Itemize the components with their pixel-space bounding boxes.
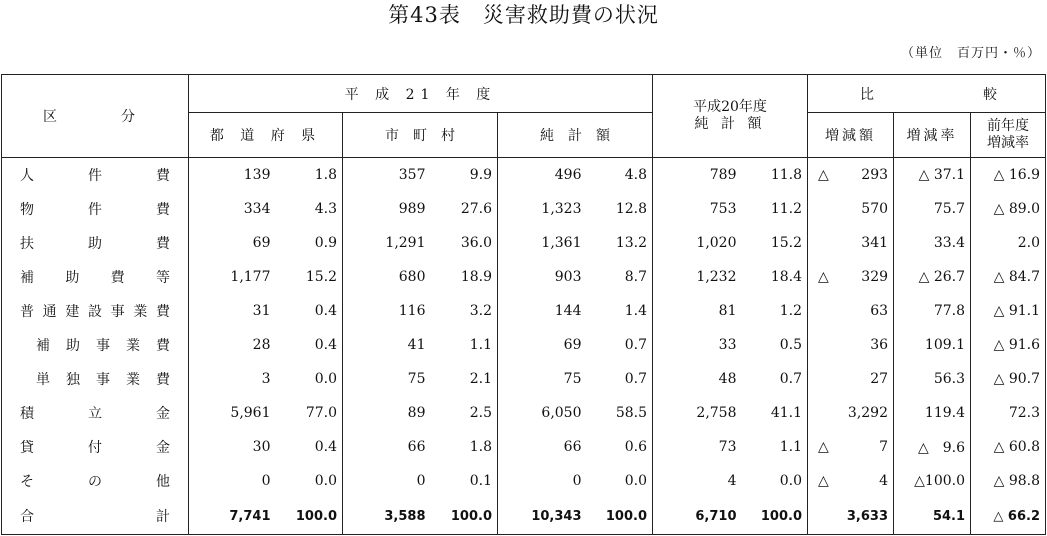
table-row: [2, 362, 1046, 396]
table-row: [2, 158, 1046, 193]
cell-municipality-amount: 989: [398, 201, 426, 217]
cell-municipality-amount: 66: [407, 439, 426, 455]
diff-value: 36: [870, 337, 889, 353]
diff-value: 4: [879, 473, 889, 489]
cell-prefecture-share: 100.0: [276, 498, 343, 535]
cell-net-amount: 144: [554, 303, 582, 319]
cell-prev-share: 1.2: [742, 294, 808, 328]
cell-prefecture-share: 4.3: [276, 192, 343, 226]
cell-net-amount: 903: [554, 269, 582, 285]
cell-prev-year-rate: 72.3: [971, 396, 1046, 430]
cell-diff-rate: 33.4: [894, 226, 971, 260]
cell-net-amount: 66: [563, 439, 582, 455]
cell-prev-year-rate: △ 98.8: [971, 464, 1046, 498]
header-net-total: 純 計 額: [498, 113, 653, 158]
diff-value: 329: [861, 269, 889, 285]
cell-diff-amount: [808, 328, 894, 362]
cell-prev-share: 11.8: [742, 158, 808, 193]
cell-municipality-share: 9.9: [431, 158, 498, 193]
row-label: 扶助費: [2, 226, 189, 260]
row-label: 補助事業費: [2, 328, 189, 362]
cell-municipality-amount: 357: [398, 167, 426, 183]
cell-net-share: 58.5: [587, 396, 653, 430]
cell-net-amount: 69: [563, 337, 582, 353]
cell-prev-share: 0.5: [742, 328, 808, 362]
cell-prev-amount: 81: [718, 303, 737, 319]
cell-prev-share: 1.1: [742, 430, 808, 464]
decrease-triangle-icon: △: [818, 439, 829, 455]
table-row: [2, 192, 1046, 226]
cell-municipality-share: 36.0: [431, 226, 498, 260]
decrease-triangle-icon: △: [818, 167, 829, 183]
cell-prev-amount: 33: [718, 337, 737, 353]
cell-municipality-amount: 116: [398, 303, 426, 319]
cell-prefecture-amount: 69: [252, 235, 271, 251]
cell-municipality-share: 1.8: [431, 430, 498, 464]
cell-diff-rate: △ 26.7: [894, 260, 971, 294]
cell-municipality-share: 2.1: [431, 362, 498, 396]
cell-net-share: 0.7: [587, 328, 653, 362]
cell-prefecture-share: 15.2: [276, 260, 343, 294]
table-title: 第43表 災害救助費の状況: [388, 3, 659, 27]
cell-prev-share: 18.4: [742, 260, 808, 294]
cell-net-share: 1.4: [587, 294, 653, 328]
cell-diff-rate: 56.3: [894, 362, 971, 396]
diff-value: 3,292: [847, 405, 889, 421]
cell-prefecture-share: 77.0: [276, 396, 343, 430]
cell-prefecture-share: 1.8: [276, 158, 343, 193]
diff-value: 7: [879, 439, 889, 455]
cell-diff-rate: △ 37.1: [894, 158, 971, 193]
cell-prev-amount: 1,020: [696, 235, 737, 251]
cell-net-amount: 1,361: [541, 235, 582, 251]
header-municipality: 市 町 村: [343, 113, 498, 158]
cell-diff-rate: 119.4: [894, 396, 971, 430]
cell-net-amount: 10,343: [498, 498, 587, 535]
cell-prev-year-rate: △ 16.9: [971, 158, 1046, 193]
table-row: [2, 260, 1046, 294]
cell-diff-amount: [808, 226, 894, 260]
header-prev-year-rate: 前年度 増減率: [971, 113, 1046, 158]
cell-diff-rate: 109.1: [894, 328, 971, 362]
cell-prev-amount: 1,232: [696, 269, 737, 285]
cell-net-amount: 496: [554, 167, 582, 183]
cell-municipality-share: 2.5: [431, 396, 498, 430]
cell-diff-amount: [808, 464, 894, 498]
cell-prefecture-amount: 0: [261, 473, 271, 489]
cell-diff-rate: 77.8: [894, 294, 971, 328]
row-label: 普通建設事業費: [2, 294, 189, 328]
row-label: 貸付金: [2, 430, 189, 464]
row-label: 合計: [2, 498, 189, 535]
row-label: 積立金: [2, 396, 189, 430]
cell-prefecture-amount: 28: [252, 337, 271, 353]
cell-diff-amount: [808, 192, 894, 226]
cell-diff-rate: △100.0: [894, 464, 971, 498]
cell-prefecture-amount: 1,177: [230, 269, 271, 285]
cell-prev-share: 0.0: [742, 464, 808, 498]
header-fy20-net: 平成20年度 純 計 額: [653, 75, 808, 158]
diff-value: 3,633: [846, 508, 889, 524]
row-label: 人件費: [2, 158, 189, 193]
cell-diff-amount: [808, 498, 894, 535]
cell-prev-year-rate: △ 60.8: [971, 430, 1046, 464]
cell-prev-amount: 753: [709, 201, 737, 217]
cell-net-share: 12.8: [587, 192, 653, 226]
table-row: [2, 226, 1046, 260]
decrease-triangle-icon: △: [818, 473, 829, 489]
cell-diff-amount: [808, 430, 894, 464]
cell-prev-amount: 789: [709, 167, 737, 183]
cell-prefecture-share: 0.4: [276, 430, 343, 464]
cell-net-share: 100.0: [587, 498, 653, 535]
cell-prev-year-rate: △ 91.1: [971, 294, 1046, 328]
diff-value: 63: [870, 303, 889, 319]
cell-municipality-amount: 89: [407, 405, 426, 421]
table-row: [2, 328, 1046, 362]
cell-prefecture-share: 0.0: [276, 464, 343, 498]
cell-prefecture-amount: 5,961: [230, 405, 271, 421]
header-diff-rate: 増減率: [894, 113, 971, 158]
header-kubun: 区 分: [2, 75, 189, 158]
cell-prev-amount: 48: [718, 371, 737, 387]
cell-municipality-amount: 75: [407, 371, 426, 387]
cell-net-share: 13.2: [587, 226, 653, 260]
cell-prefecture-share: 0.0: [276, 362, 343, 396]
table-row: [2, 498, 1046, 535]
unit-note: （単位 百万円・％）: [900, 46, 1041, 61]
cell-prev-year-rate: △ 84.7: [971, 260, 1046, 294]
cell-diff-amount: [808, 158, 894, 193]
row-label: 単独事業費: [2, 362, 189, 396]
cell-municipality-amount: 41: [407, 337, 426, 353]
table-row: [2, 430, 1046, 464]
cell-prefecture-share: 0.9: [276, 226, 343, 260]
disaster-relief-table: [1, 74, 1046, 535]
cell-diff-amount: [808, 294, 894, 328]
cell-prev-year-rate: △ 90.7: [971, 362, 1046, 396]
cell-net-share: 8.7: [587, 260, 653, 294]
cell-net-share: 0.0: [587, 464, 653, 498]
cell-prefecture-amount: 139: [243, 167, 271, 183]
cell-prev-share: 100.0: [742, 498, 808, 535]
diff-value: 341: [861, 235, 889, 251]
cell-municipality-share: 0.1: [431, 464, 498, 498]
cell-prev-year-rate: 2.0: [971, 226, 1046, 260]
cell-diff-rate: 75.7: [894, 192, 971, 226]
diff-value: 293: [861, 167, 889, 183]
cell-diff-amount: [808, 396, 894, 430]
cell-prefecture-amount: 7,741: [189, 498, 276, 535]
cell-net-amount: 1,323: [541, 201, 582, 217]
cell-prev-share: 15.2: [742, 226, 808, 260]
cell-net-amount: 75: [563, 371, 582, 387]
cell-diff-amount: [808, 260, 894, 294]
diff-value: 570: [861, 201, 889, 217]
cell-prev-amount: 4: [727, 473, 737, 489]
cell-prev-share: 0.7: [742, 362, 808, 396]
cell-municipality-amount: 0: [416, 473, 426, 489]
diff-value: 27: [870, 371, 889, 387]
cell-prefecture-amount: 334: [243, 201, 271, 217]
row-label: その他: [2, 464, 189, 498]
decrease-triangle-icon: △: [818, 269, 829, 285]
cell-prefecture-share: 0.4: [276, 328, 343, 362]
cell-net-share: 0.7: [587, 362, 653, 396]
header-prefecture: 都 道 府 県: [189, 113, 343, 158]
cell-prev-amount: 2,758: [696, 405, 737, 421]
table-row: [2, 294, 1046, 328]
cell-prev-share: 11.2: [742, 192, 808, 226]
cell-prefecture-share: 0.4: [276, 294, 343, 328]
cell-diff-rate: 54.1: [894, 498, 971, 535]
cell-prev-amount: 6,710: [653, 498, 742, 535]
cell-net-share: 0.6: [587, 430, 653, 464]
cell-net-share: 4.8: [587, 158, 653, 193]
cell-prev-year-rate: △ 66.2: [971, 498, 1046, 535]
cell-prev-year-rate: △ 89.0: [971, 192, 1046, 226]
cell-municipality-amount: 1,291: [385, 235, 426, 251]
cell-prefecture-amount: 31: [252, 303, 271, 319]
table-row: [2, 396, 1046, 430]
cell-prefecture-amount: 3: [261, 371, 271, 387]
row-label: 物件費: [2, 192, 189, 226]
header-diff-amount: 増減額: [808, 113, 894, 158]
cell-municipality-share: 18.9: [431, 260, 498, 294]
cell-municipality-share: 100.0: [431, 498, 498, 535]
cell-net-amount: 0: [572, 473, 582, 489]
header-fy21: 平 成 21 年 度: [189, 75, 653, 113]
cell-diff-rate: △ 9.6: [894, 430, 971, 464]
cell-prev-share: 41.1: [742, 396, 808, 430]
cell-prev-amount: 73: [718, 439, 737, 455]
cell-prefecture-amount: 30: [252, 439, 271, 455]
cell-municipality-share: 3.2: [431, 294, 498, 328]
cell-municipality-amount: 680: [398, 269, 426, 285]
row-label: 補助費等: [2, 260, 189, 294]
cell-net-amount: 6,050: [541, 405, 582, 421]
cell-diff-amount: [808, 362, 894, 396]
cell-municipality-share: 1.1: [431, 328, 498, 362]
header-comparison: 比 較: [808, 75, 1046, 113]
table-row: [2, 464, 1046, 498]
cell-municipality-share: 27.6: [431, 192, 498, 226]
cell-municipality-amount: 3,588: [343, 498, 431, 535]
cell-prev-year-rate: △ 91.6: [971, 328, 1046, 362]
